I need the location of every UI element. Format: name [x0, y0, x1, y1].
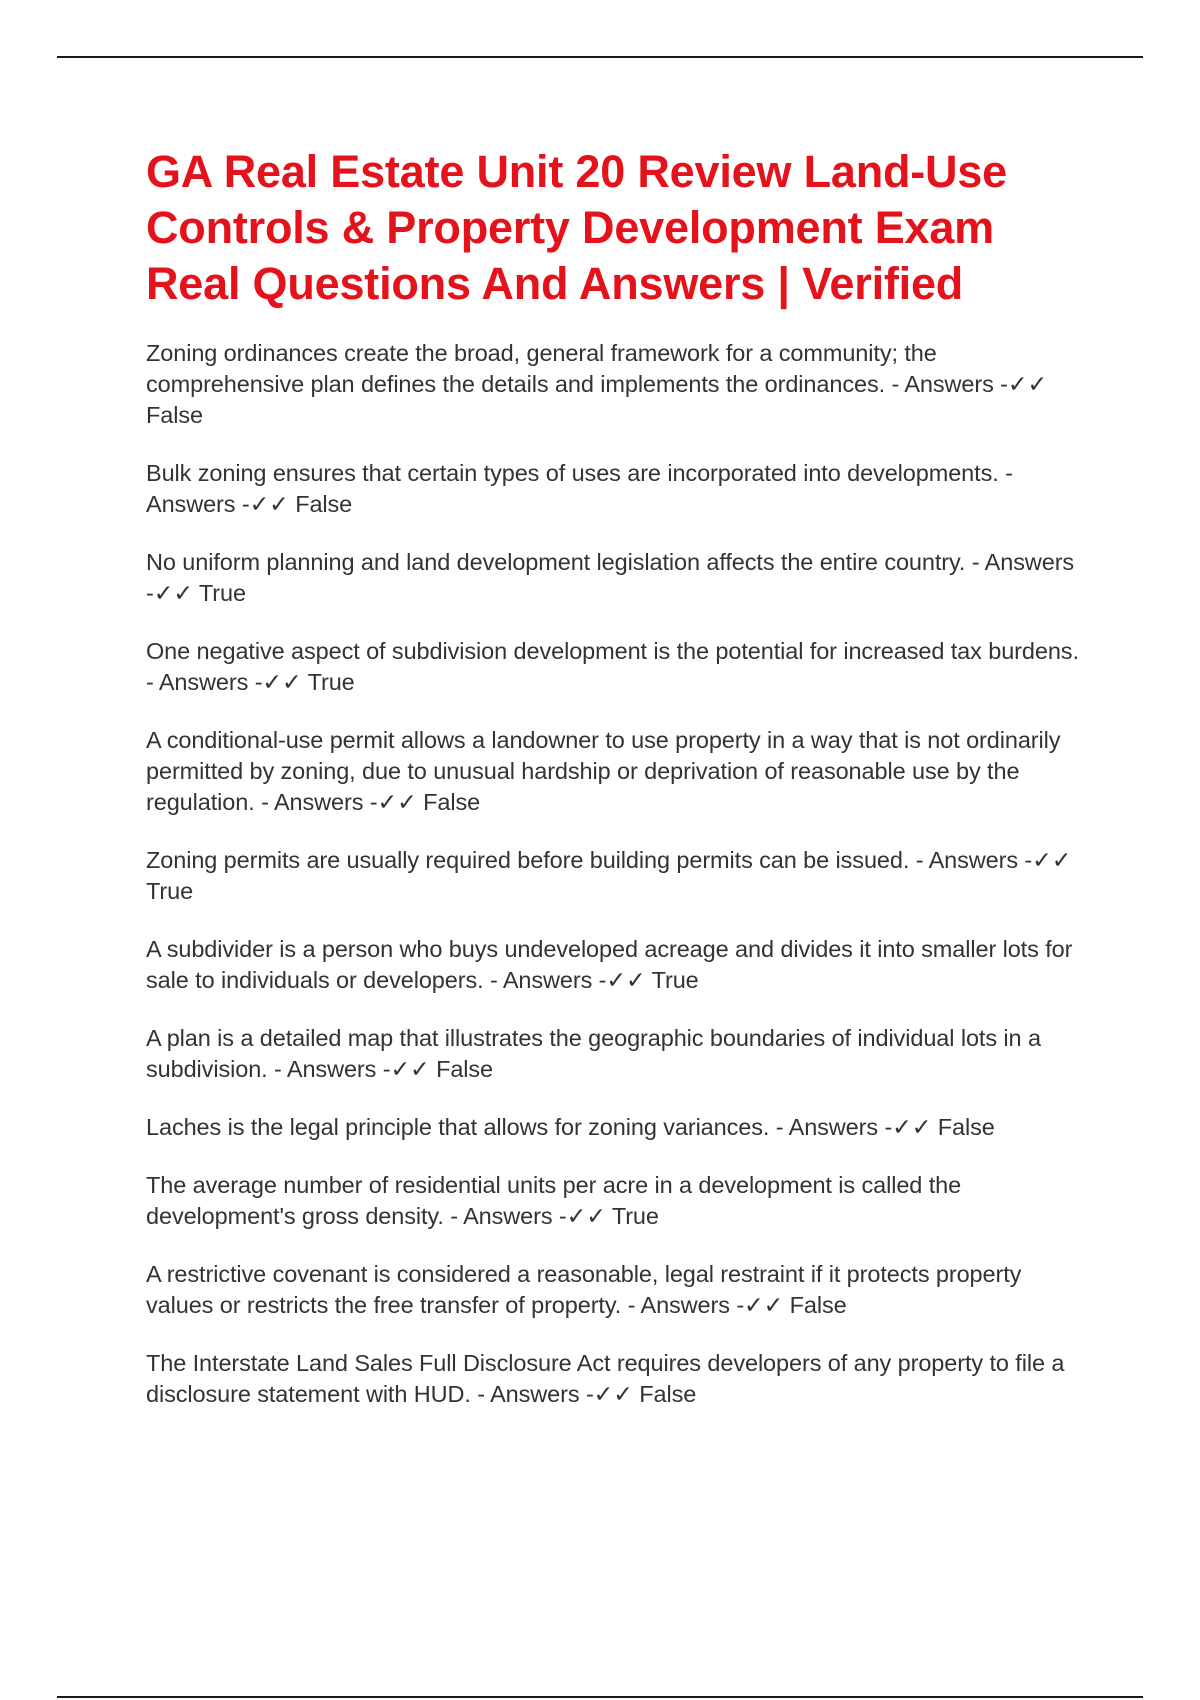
qa-item — [146, 1170, 1086, 1232]
answer-text: True — [146, 878, 194, 904]
document-body — [146, 144, 1086, 1437]
document-title: GA Real Estate Unit 20 Review Land-Use Controls & Property Development Exam Real Questions And Answers | Verified — [146, 146, 1008, 309]
question-text: Zoning ordinances create the broad, general framework for a community; the comprehensive plan defines the details and implements the ordinances. — [146, 340, 937, 397]
answer-marker: - Answers -✓✓ — [769, 1114, 938, 1140]
answer-marker: - Answers -✓✓ — [885, 371, 1048, 397]
answer-text: True — [198, 580, 246, 606]
question-text: Zoning permits are usually required before building permits can be issued. — [146, 847, 910, 873]
answer-text: True — [307, 669, 355, 695]
question-text: A subdivider is a person who buys undeveloped acreage and divides it into smaller lots for sale to individuals or developers. — [146, 936, 1073, 993]
answer-text: False — [436, 1056, 494, 1082]
question-text: A plan is a detailed map that illustrates the geographic boundaries of individual lots in a subdivision. — [146, 1025, 1041, 1082]
answer-text: False — [789, 1292, 847, 1318]
answer-text: False — [295, 491, 353, 517]
qa-item — [146, 934, 1086, 996]
question-text: The average number of residential units per acre in a development is called the development's gross density. — [146, 1172, 962, 1229]
answer-marker: - Answers -✓✓ — [146, 460, 1013, 517]
bottom-rule — [57, 1696, 1143, 1698]
question-text: No uniform planning and land development legislation affects the entire country. — [146, 549, 966, 575]
qa-item — [146, 547, 1086, 609]
answer-text: True — [651, 967, 699, 993]
qa-item — [146, 458, 1086, 520]
top-rule — [57, 56, 1143, 58]
qa-item — [146, 725, 1086, 818]
answer-marker: - Answers -✓✓ — [483, 967, 652, 993]
question-text: The Interstate Land Sales Full Disclosure Act requires developers of any property to file a disclosure statement with HUD. — [146, 1350, 1065, 1407]
question-text: A restrictive covenant is considered a reasonable, legal restraint if it protects property values or restricts the free transfer of property. — [146, 1261, 1022, 1318]
answer-marker: - Answers -✓✓ — [621, 1292, 790, 1318]
qa-item — [146, 1259, 1086, 1321]
answer-marker: - Answers -✓✓ — [443, 1203, 612, 1229]
qa-item — [146, 1112, 1086, 1143]
qa-item — [146, 636, 1086, 698]
answer-marker: - Answers -✓✓ — [909, 847, 1072, 873]
qa-item — [146, 1348, 1086, 1410]
answer-text: False — [639, 1381, 697, 1407]
qa-item — [146, 338, 1086, 431]
answer-marker: - Answers -✓✓ — [146, 549, 1075, 606]
answer-text: False — [423, 789, 481, 815]
question-text: One negative aspect of subdivision development is the potential for increased tax burdens. — [146, 638, 1079, 664]
answer-text: True — [611, 1203, 659, 1229]
answer-text: False — [937, 1114, 995, 1140]
question-text: Bulk zoning ensures that certain types of uses are incorporated into developments. — [146, 460, 999, 486]
answer-text: False — [146, 402, 203, 428]
answer-marker: - Answers -✓✓ — [470, 1381, 640, 1407]
answer-marker: - Answers -✓✓ — [254, 789, 424, 815]
answer-marker: - Answers -✓✓ — [146, 669, 308, 695]
qa-item — [146, 845, 1086, 907]
question-text: A conditional-use permit allows a landowner to use property in a way that is not ordinarily permitted by zoning, due to unusual hardship or deprivation of reasonable use by the regulation. — [146, 727, 1061, 815]
qa-list — [146, 338, 1086, 1410]
answer-marker: - Answers -✓✓ — [267, 1056, 437, 1082]
question-text: Laches is the legal principle that allows for zoning variances. — [146, 1114, 770, 1140]
qa-item — [146, 1023, 1086, 1085]
